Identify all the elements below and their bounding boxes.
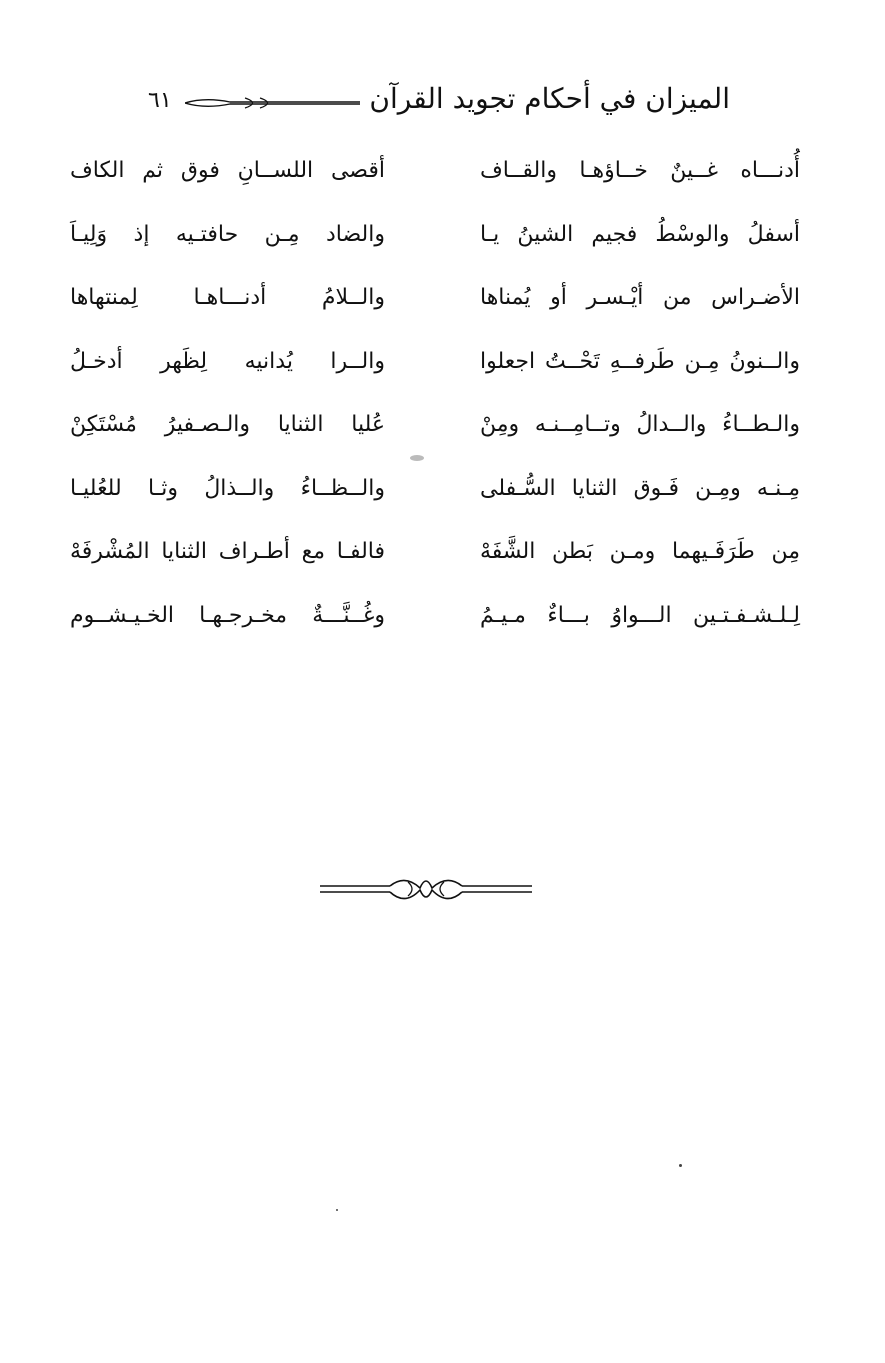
verse-row [60,595,800,659]
verse-second-hemistich: والــلامُ أدنـــاهـا لِمنتهاها [70,285,385,310]
verse-second-hemistich: فالفـا مع أطـراف الثنايا المُشْرفَهْ [70,539,385,564]
verse-row [60,468,800,532]
verse-second-hemistich: عُليا الثنايا والـصـفيرُ مُسْتَكِنْ [70,412,385,437]
page-number: ٦١ [148,88,172,113]
verse-first-hemistich: مِن طَرَفَـيهما ومـن بَطن الشَّفَهْ [480,539,800,564]
verse-row [60,404,800,468]
verse-row [60,531,800,595]
verse-first-hemistich: والــنونُ مِـن طَرفــهِ تَحْــتُ اجعلوا [480,348,800,374]
verse-first-hemistich: مِـنـه ومِـن فَـوق الثنايا السُّـفلى [480,475,800,501]
verse-row [60,341,800,405]
page-title: الميزان في أحكام تجويد القرآن [369,82,730,115]
scan-speck [679,1164,682,1167]
verse-first-hemistich: الأضـراس من أيْـسـر أو يُمناها [480,285,800,310]
section-end-ornament [320,870,532,910]
header-ornament-line [185,96,360,110]
verse-second-hemistich: والــظــاءُ والــذالُ وثـا للعُليـا [70,475,385,501]
page-header [130,78,730,138]
verse-row [60,214,800,278]
verse-second-hemistich: والضاد مِـن حافتـيه إذ وَلِيـاَ [70,221,385,247]
verse-row [60,150,800,214]
verse-second-hemistich: وغُــنَّـــةٌ مخـرجـهـا الخـيـشــوم [70,602,385,628]
verse-first-hemistich: أسفلُ والوسْطُ فجيم الشينُ يـا [480,221,800,247]
verse-row [60,277,800,341]
verse-second-hemistich: أقصى اللســانِ فوق ثم الكاف [70,158,385,183]
verse-first-hemistich: والـطــاءُ والــدالُ وتــامِــنـه ومِنْ [480,412,800,437]
scan-speck [336,1209,338,1211]
scan-speck [410,455,424,461]
poem [60,150,800,658]
verse-second-hemistich: والــرا يُدانيه لِظَهر أدخـلُ [70,348,385,374]
verse-first-hemistich: لِـلـشـفـتـين الـــواوُ بـــاءٌ مـيـمُ [480,602,800,628]
verse-first-hemistich: أُدنـــاه غــينٌ خــاؤهـا والقــاف [480,158,800,183]
